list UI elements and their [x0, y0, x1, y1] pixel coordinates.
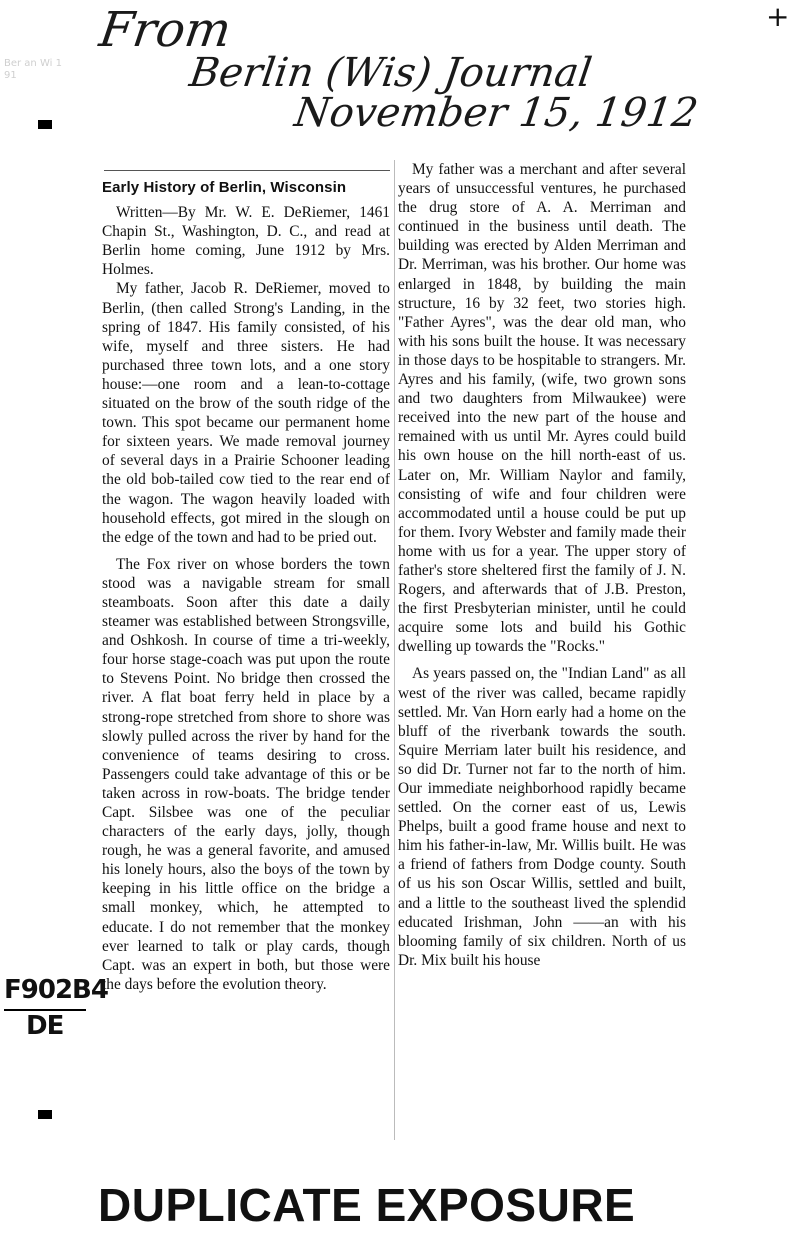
- file-reference-line2: DE: [4, 1009, 86, 1041]
- paragraph: My father was a merchant and after several years of unsuccessful ventures, he purchased the drug store of A. A. Merriman and continued in the business until death. The building was erected by Alden Merriman and Dr. Merriman, was his brother. Our home was enlarged in 1848, by building the main structure, 16 by 32 feet, two stories high. "Father Ayres", was the dear old man, who with his sons built the house. It was necessary in those days to be hospitable to strangers. Mr. Ayres and his family, (wife, two grown sons and two daughters from Milwaukee) were received into the new part of the house and remained with us until Mr. Ayres could build his own house on the hill north-east of us. Later on, Mr. William Naylor and family, consisting of wife and four children were accommodated until a house could be put up for them. Ivory Webster and family made their home with us for a year. The upper story of father's store sheltered first the family of J. N. Rogers, and afterwards that of J.B. Preston, the first Presbyterian minister, until he could acquire some lots and build his Gothic dwelling up towards the "Rocks.": [398, 161, 686, 656]
- paragraph: My father, Jacob R. DeRiemer, moved to Berlin, (then called Strong's Landing, in the spring of 1847. His family consisted, of his wife, myself and three sisters. He had purchased three town lots, and a one story house:—one room and a lean-to-cottage situated on the brow of the south ridge of the town. This spot became our permanent home for sixteen years. We made removal journey of several days in a Prairie Schooner leading the old bob-tailed cow tied to the rear end of the wagon. The wagon heavily loaded with household effects, got mired in the slough on the edge of the town and had to be pried out.: [102, 280, 390, 546]
- paragraph: Written—By Mr. W. E. DeRiemer, 1461 Chapin St., Washington, D. C., and read at Berlin home coming, June 1912 by Mrs. Holmes.: [102, 204, 390, 279]
- paragraph: As years passed on, the "Indian Land" as all west of the river was called, became rapidly settled. Mr. Van Horn early had a home on the bluff of the riverbank towards the south. Squire Merriam later built his residence, and so did Dr. Turner not far to the north of him. Our immediate neighborhood rapidly became settled. On the corner east of us, Lewis Phelps, built a good frame house and next to him his father-in-law, Mr. Willis built. He was a friend of fathers from Dodge county. South of us his son Oscar Willis, settled and built, and a little to the southeast lived the splendid educated Irishman, John ——an with his blooming family of six children. North of us Dr. Mix built his house: [398, 665, 686, 969]
- corner-mark: +: [766, 0, 790, 33]
- article-right-column: [398, 160, 686, 970]
- margin-mark: [38, 120, 52, 129]
- margin-mark: [38, 1110, 52, 1119]
- paragraph: The Fox river on whose borders the town stood was a navigable stream for small steamboats. Soon after this date a daily steamer was established between Strongsville, and Oshkosh. In course of time a tri-weekly, four horse stage-coach was put upon the route to Stevens Point. No bridge then crossed the river. A flat boat ferry held in place by a strong-rope stretched from shore to shore was slowly pulled across the river by hand for the convenience of teams desiring to cross. Passengers could take advantage of this or be taken across in row-boats. The bridge tender Capt. Silsbee was one of the peculiar characters of the early days, jolly, though rough, he was a general favorite, and amused his lonely hours, also the boys of the town by keeping in his little office on the bridge a small monkey, which, he attempted to educate. I do not remember that the monkey ever learned to talk or play cards, though Capt. was an expert in both, but those were the days before the evolution theory.: [102, 555, 390, 993]
- handwritten-note-line2: Berlin (Wis) Journal: [186, 50, 595, 96]
- duplicate-exposure-label: DUPLICATE EXPOSURE: [98, 1179, 636, 1231]
- file-reference: [4, 975, 108, 1041]
- edge-faint-text: Ber an Wi 1 91: [4, 58, 62, 81]
- handwritten-note-line3: November 15, 1912: [291, 90, 701, 136]
- article-title: Early History of Berlin, Wisconsin: [102, 179, 347, 196]
- title-rule: [104, 170, 390, 171]
- file-reference-line1: F902B4: [4, 975, 108, 1005]
- handwritten-note-line1: From: [96, 2, 235, 58]
- column-separator: [394, 160, 395, 1140]
- article-left-column: [102, 178, 390, 994]
